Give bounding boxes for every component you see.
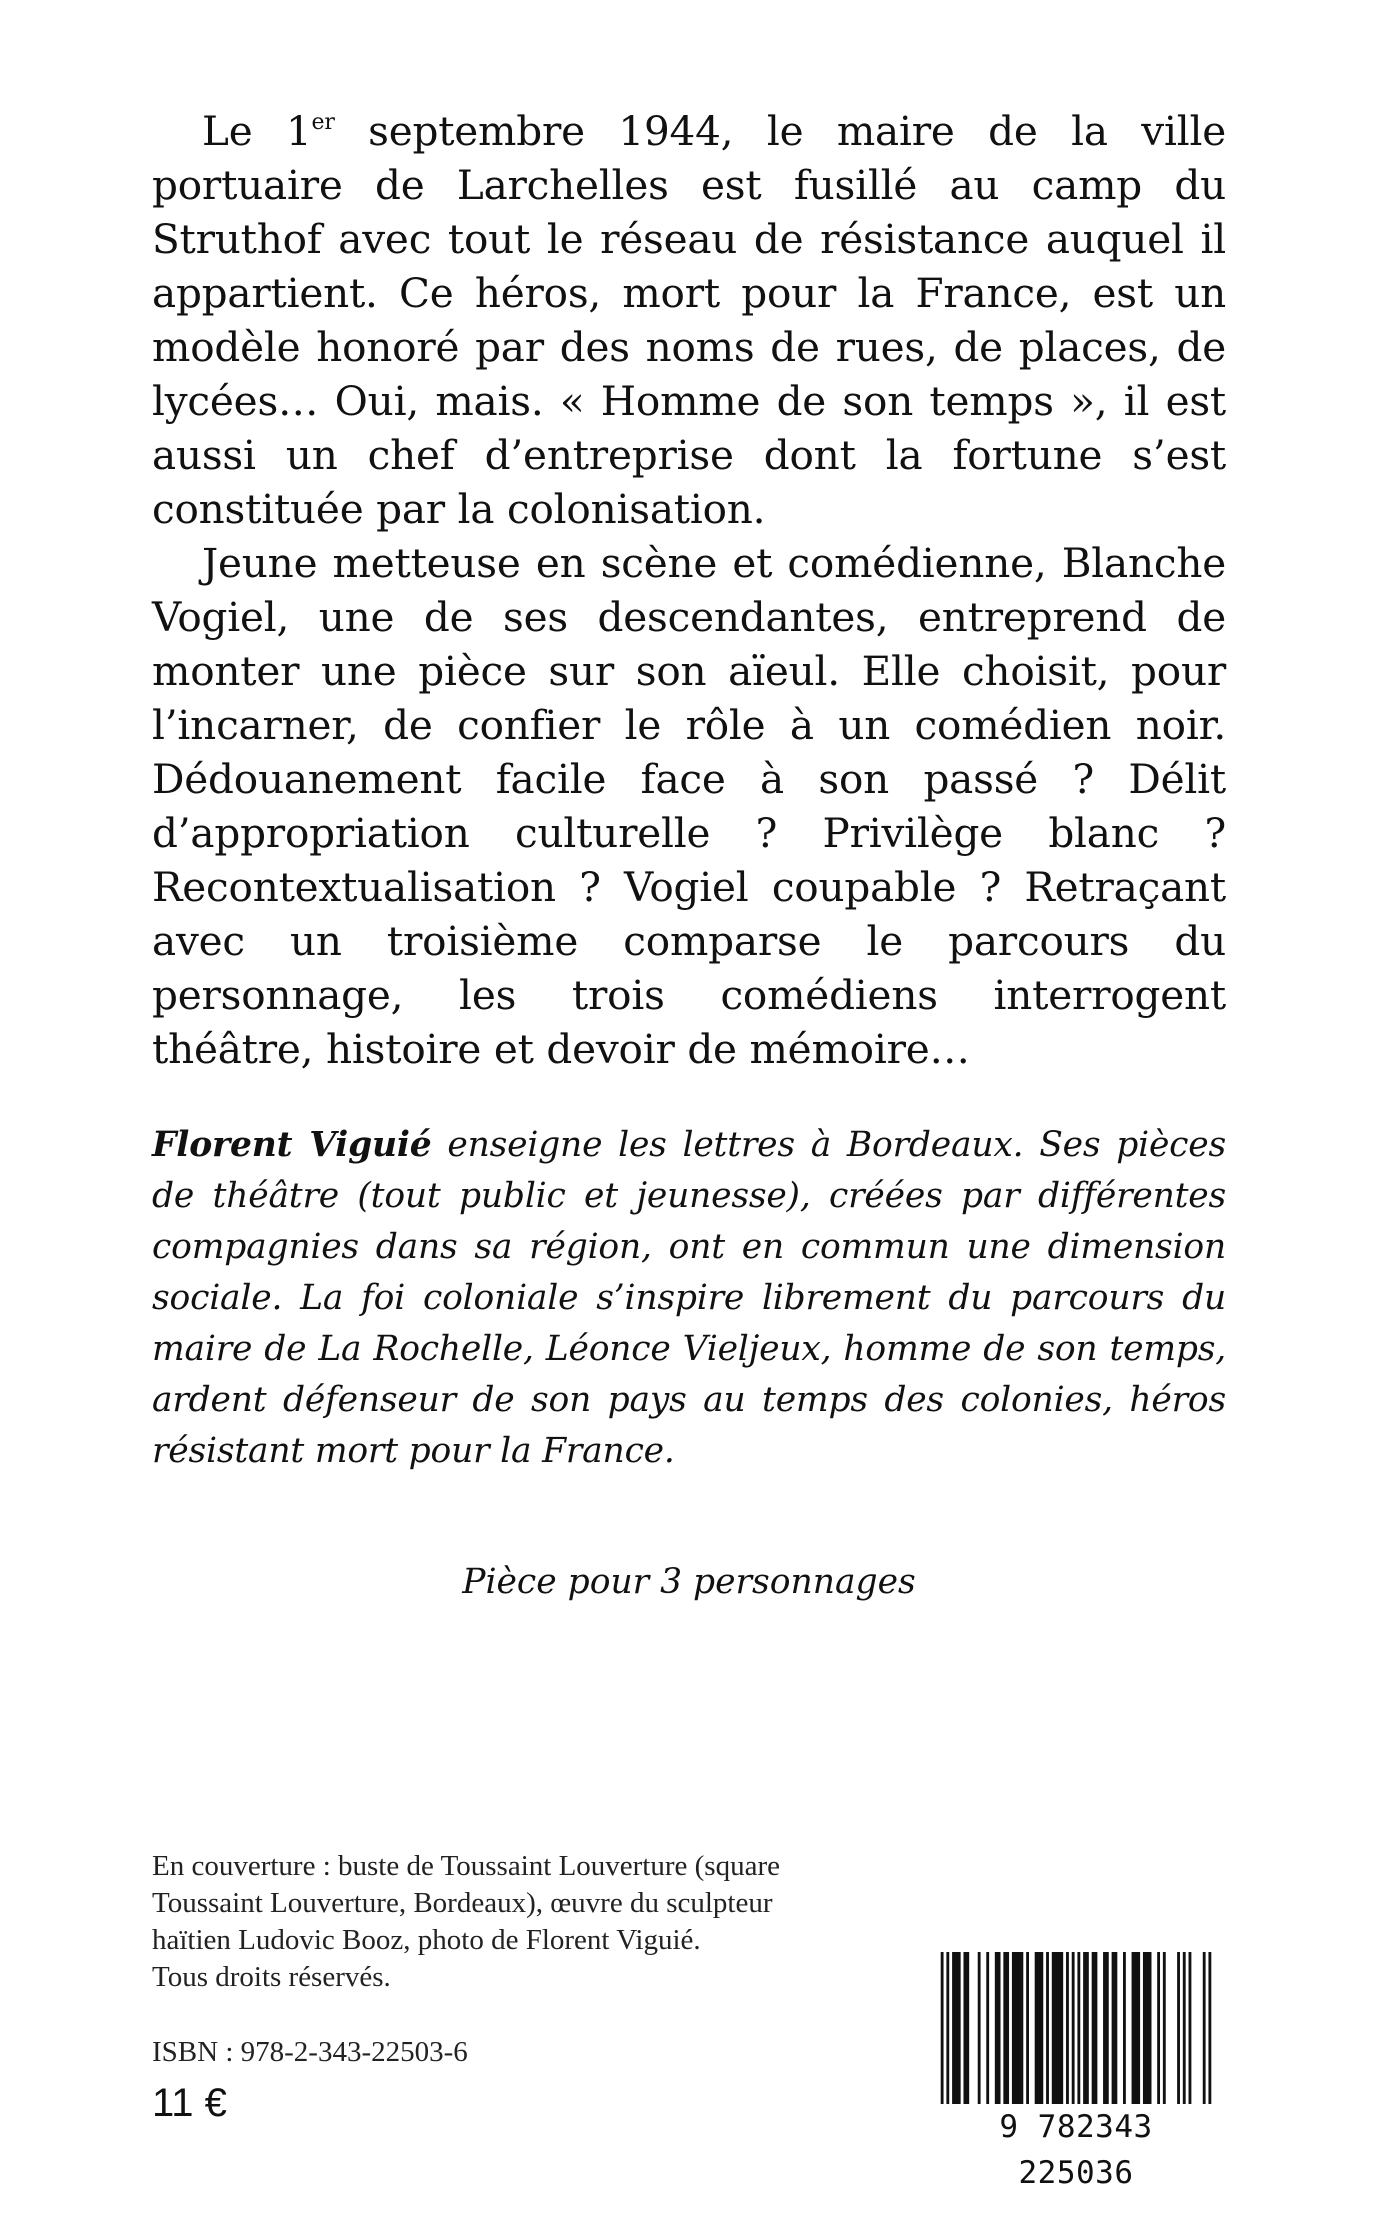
- author-bio: [152, 1120, 1226, 1477]
- barcode-bar-27: [1189, 1952, 1192, 2110]
- barcode-bar-5: [986, 1952, 989, 2110]
- barcode-bar-24: [1163, 1952, 1166, 2110]
- summary-paragraph-2: Jeune metteuse en scène et comédienne, Blanche Vogiel, une de ses descendantes, entreprend de monter une pièce sur son aïeul. Elle choisit, pour l’incarner, de confier le rôle à un comédien noir. Dédouanement facile face à son passé ? Délit d’appropriation culturelle ? Privilège blanc ? Recontextualisation ? Vogiel coupable ? Retraçant avec un troisième comparse le parcours du personnage, les trois comédiens interrogent théâtre, histoire et devoir de mémoire…: [152, 539, 1226, 1073]
- barcode-bar-4: [978, 1952, 981, 2110]
- barcode-bar-23: [1157, 1952, 1160, 2110]
- summary-paragraph-1: [152, 104, 1226, 536]
- cast-note: Pièce pour 3 personnages: [462, 1562, 916, 1602]
- price-label: 11 €: [152, 2081, 227, 2125]
- barcode-bar-22: [1143, 1952, 1152, 2110]
- barcode-bar-17: [1092, 1952, 1098, 2110]
- credits-line-3: haïtien Ludovic Booz, photo de Florent Viguié.: [152, 1924, 701, 1956]
- barcode-bar-2: [952, 1952, 961, 2110]
- barcode-bar-10: [1035, 1952, 1044, 2110]
- barcode-bar-26: [1183, 1952, 1186, 2110]
- barcode-bar-3: [963, 1952, 969, 2110]
- barcode-bar-11: [1046, 1952, 1049, 2110]
- barcode-bar-7: [1003, 1952, 1009, 2110]
- barcode-bar-25: [1177, 1952, 1180, 2110]
- author-name: Florent Viguié: [152, 1125, 432, 1165]
- barcode-bar-16: [1083, 1952, 1089, 2110]
- summary-p1-lead: Le 1: [202, 107, 312, 155]
- credits-line-4: Tous droits réservés.: [152, 1961, 391, 1993]
- barcode-bar-9: [1026, 1952, 1029, 2110]
- barcode: [935, 1952, 1217, 2191]
- barcode-bar-13: [1066, 1952, 1069, 2110]
- credits-line-2: Toussaint Louverture, Bordeaux), œuvre du sculpteur: [152, 1887, 773, 1919]
- isbn-label: ISBN : 978-2-343-22503-6: [152, 2036, 468, 2068]
- barcode-digits: 9 782343 225036: [935, 2104, 1217, 2150]
- ordinal-superscript: er: [311, 110, 335, 135]
- credits-line-1: En couverture : buste de Toussaint Louverture (square: [152, 1850, 780, 1882]
- back-cover-summary: [152, 104, 1226, 1076]
- barcode-bar-8: [1012, 1952, 1023, 2110]
- barcode-bar-20: [1123, 1952, 1126, 2110]
- summary-p1-rest: septembre 1944, le maire de la ville portuaire de Larchelles est fusillé au camp du Struthof avec tout le réseau de résistance auquel il appartient. Ce héros, mort pour la France, est un modèle honoré par des noms de rues, de places, de lycées… Oui, mais. « Homme de son temps », il est aussi un chef d’entreprise dont la fortune s’est constituée par la colonisation.: [152, 107, 1226, 533]
- barcode-bar-18: [1103, 1952, 1109, 2110]
- barcode-bar-21: [1132, 1952, 1141, 2110]
- cover-credits: [152, 1848, 832, 1996]
- barcode-bar-6: [995, 1952, 1001, 2110]
- barcode-bar-19: [1112, 1952, 1118, 2110]
- barcode-bar-12: [1052, 1952, 1063, 2110]
- author-bio-text: enseigne les lettres à Bordeaux. Ses pièces de théâtre (tout public et jeunesse), créées par différentes compagnies dans sa région, ont en commun une dimension sociale. La foi coloniale s’inspire librement du parcours du maire de La Rochelle, Léonce Vieljeux, homme de son temps, ardent défenseur de son pays au temps des colonies, héros résistant mort pour la France.: [152, 1125, 1227, 1471]
